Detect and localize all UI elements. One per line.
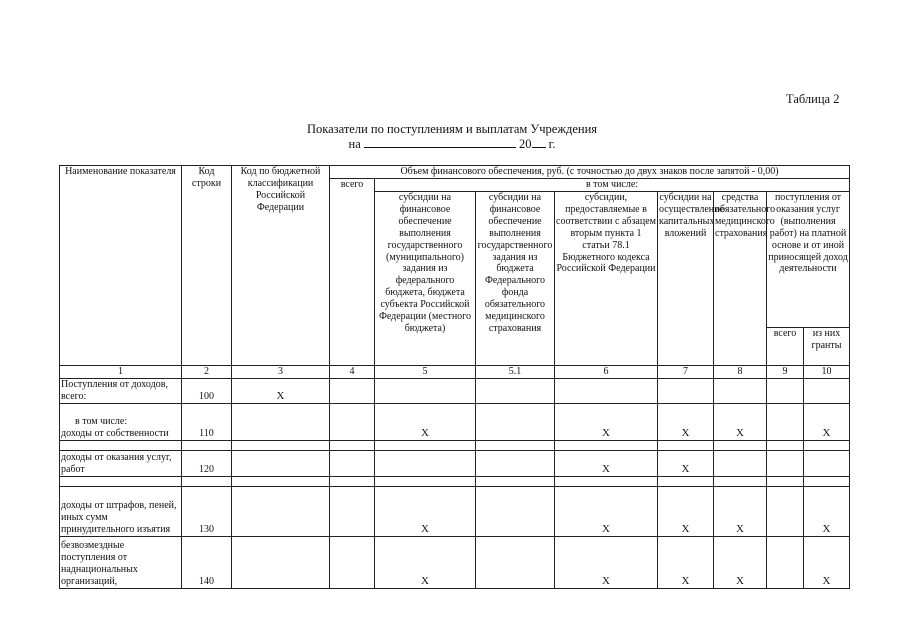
cell — [330, 476, 375, 486]
col-num: 2 — [182, 366, 232, 379]
header-sub9-grants: из них гранты — [804, 328, 850, 366]
cell — [182, 440, 232, 450]
header-sub5: субсидии на финансовое обеспечение выполнения государственного (муниципального) задания из федерального бюджета, бюджета субъекта Российской Федерации (местного бюджета) — [375, 192, 476, 366]
cell — [767, 486, 804, 536]
cell — [330, 536, 375, 588]
row-code: 140 — [182, 536, 232, 588]
document-title: Показатели по поступлениям и выплатам Учреждения — [306, 122, 598, 136]
cell-x: X — [804, 486, 850, 536]
cell — [60, 476, 182, 486]
cell — [330, 403, 375, 440]
cell — [476, 403, 555, 440]
table-number-label: Таблица 2 — [786, 92, 840, 106]
cell — [555, 378, 658, 403]
table-row — [60, 378, 850, 403]
cell — [767, 378, 804, 403]
cell — [767, 536, 804, 588]
header-volume: Объем финансового обеспечения, руб. (с точностью до двух знаков после запятой - 0,00) — [330, 166, 850, 179]
cell-x: X — [375, 486, 476, 536]
cell — [767, 476, 804, 486]
cell — [555, 476, 658, 486]
table-row — [60, 486, 850, 536]
row-label: безвозмездные поступления от наднациональных организаций, — [60, 536, 182, 588]
cell — [60, 440, 182, 450]
column-numbers-row — [60, 366, 850, 379]
cell — [714, 476, 767, 486]
cell — [555, 440, 658, 450]
cell — [182, 476, 232, 486]
cell — [767, 450, 804, 476]
row-label: доходы от штрафов, пеней, иных сумм принудительного изъятия — [60, 486, 182, 536]
cell — [375, 440, 476, 450]
cell — [804, 476, 850, 486]
cell — [375, 378, 476, 403]
cell — [330, 450, 375, 476]
cell-x: X — [658, 486, 714, 536]
cell — [714, 378, 767, 403]
financial-table — [59, 165, 850, 589]
subtitle-suffix: г. — [548, 137, 556, 151]
cell — [767, 440, 804, 450]
col-num: 6 — [555, 366, 658, 379]
subtitle-year: 20 — [519, 137, 532, 151]
cell-x: X — [804, 403, 850, 440]
col-num: 3 — [232, 366, 330, 379]
row-label: Поступления от доходов, всего: — [60, 378, 182, 403]
cell-x: X — [658, 403, 714, 440]
document-subtitle — [0, 136, 904, 152]
row-code: 130 — [182, 486, 232, 536]
header-sub6: субсидии, предоставляемые в соответствии с абзацем вторым пункта 1 статьи 78.1 Бюджетного кодекса Российской Федерации — [555, 192, 658, 366]
cell — [767, 403, 804, 440]
row-label — [60, 403, 182, 440]
cell-x: X — [555, 403, 658, 440]
cell — [714, 450, 767, 476]
cell — [375, 450, 476, 476]
cell — [476, 536, 555, 588]
col-num: 10 — [804, 366, 850, 379]
cell-x: X — [232, 378, 330, 403]
subtitle-prefix: на — [348, 137, 361, 151]
row-code: 110 — [182, 403, 232, 440]
cell-x: X — [714, 486, 767, 536]
cell — [714, 440, 767, 450]
cell — [232, 440, 330, 450]
cell — [330, 378, 375, 403]
cell — [476, 450, 555, 476]
cell — [658, 378, 714, 403]
table-row — [60, 403, 850, 440]
date-blank-line — [364, 136, 516, 148]
cell — [804, 378, 850, 403]
cell — [330, 440, 375, 450]
cell-x: X — [714, 536, 767, 588]
header-sub7: субсидии на осуществление капитальных вложений — [658, 192, 714, 366]
col-num: 7 — [658, 366, 714, 379]
col-num: 4 — [330, 366, 375, 379]
cell — [330, 486, 375, 536]
header-sub51: субсидии на финансовое обеспечение выполнения государственного задания из бюджета Федерального фонда обязательного медицинского страхования — [476, 192, 555, 366]
col-num: 1 — [60, 366, 182, 379]
header-sub8: средства обязательного медицинского страхования — [714, 192, 767, 366]
table-row — [60, 450, 850, 476]
header-name: Наименование показателя — [60, 166, 182, 366]
row-code: 120 — [182, 450, 232, 476]
year-blank-line — [532, 136, 546, 148]
cell-x: X — [658, 536, 714, 588]
cell-x: X — [555, 536, 658, 588]
cell-x: X — [555, 450, 658, 476]
cell — [804, 450, 850, 476]
col-num: 9 — [767, 366, 804, 379]
table-row — [60, 536, 850, 588]
cell — [658, 476, 714, 486]
row-label: доходы от оказания услуг, работ — [60, 450, 182, 476]
cell — [232, 450, 330, 476]
header-including: в том числе: — [375, 179, 850, 192]
cell — [476, 440, 555, 450]
cell — [804, 440, 850, 450]
header-code-budget: Код по бюджетной классификации Российской Федерации — [232, 166, 330, 366]
header-sub9: поступления от оказания услуг (выполнения работ) на платной основе и от иной приносящей доход деятельности — [767, 192, 850, 328]
cell — [476, 486, 555, 536]
row-label-including: в том числе: — [75, 416, 128, 428]
cell-x: X — [804, 536, 850, 588]
table-row-spacer — [60, 440, 850, 450]
table-row-spacer — [60, 476, 850, 486]
cell-x: X — [375, 536, 476, 588]
row-code: 100 — [182, 378, 232, 403]
header-sub9-total: всего — [767, 328, 804, 366]
cell — [658, 440, 714, 450]
cell — [232, 476, 330, 486]
cell-x: X — [714, 403, 767, 440]
cell-x: X — [375, 403, 476, 440]
header-total: всего — [330, 179, 375, 366]
cell — [232, 486, 330, 536]
cell-x: X — [555, 486, 658, 536]
cell — [375, 476, 476, 486]
col-num: 5 — [375, 366, 476, 379]
cell — [232, 536, 330, 588]
col-num: 8 — [714, 366, 767, 379]
cell — [476, 378, 555, 403]
cell-x: X — [658, 450, 714, 476]
cell — [232, 403, 330, 440]
row-label-main: доходы от собственности — [61, 428, 169, 439]
header-code-row: Код строки — [182, 166, 232, 366]
cell — [476, 476, 555, 486]
col-num: 5.1 — [476, 366, 555, 379]
